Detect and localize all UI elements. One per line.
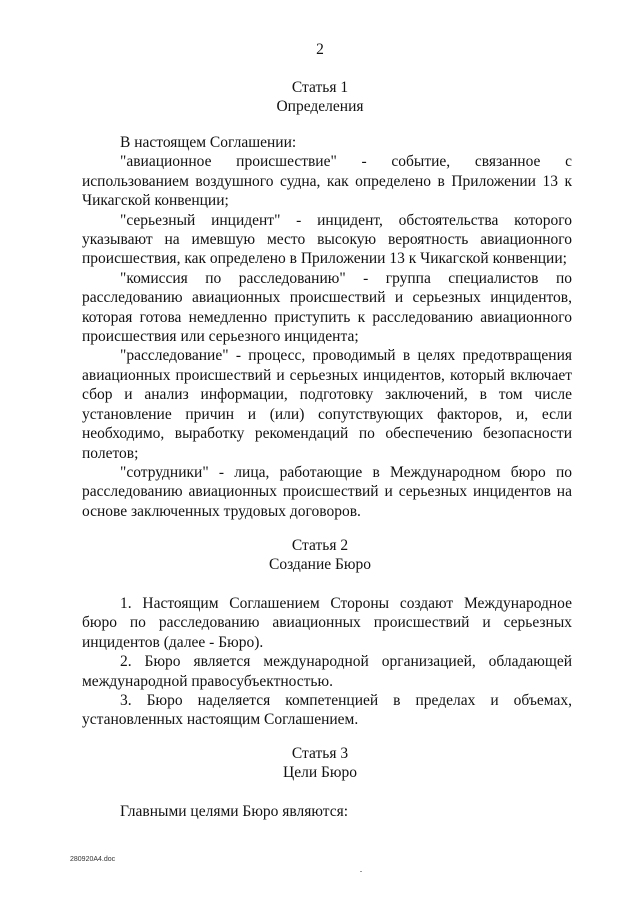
paragraph: 1. Настоящим Соглашением Стороны создают Международное бюро по расследованию авиационных происшествий и серьезных инцидентов (далее - Бюро). [82, 595, 572, 651]
scan-speck [360, 871, 362, 872]
paragraph: "серьезный инцидент" - инцидент, обстоятельства которого указывают на имевшую место высокую вероятность авиационного происшествия, как определено в Приложении 13 к Чикагской конвенции; [82, 211, 572, 268]
article-3-heading: Статья 3 [291, 745, 349, 762]
article-1-heading: Статья 1 [291, 79, 349, 96]
paragraph: "авиационное происшествие" - событие, связанное с использованием воздушного судна, как определено в Приложении 13 к Чикагской конвенции; [82, 153, 572, 210]
article-3-title: Цели Бюро [283, 764, 357, 781]
footer-filename: 280920A4.doc [70, 856, 116, 863]
paragraph: 2. Бюро является международной организацией, обладающей международной правосубъектностью. [82, 653, 572, 690]
paragraph: Главными целями Бюро являются: [120, 803, 349, 820]
page-number: 2 [316, 41, 324, 58]
article-1-title: Определения [276, 98, 364, 115]
article-3-body [82, 802, 572, 821]
paragraph: "комиссия по расследованию" - группа специалистов по расследованию авиационных происшествий и серьезных инцидентов, которая готова немедленно приступить к расследованию авиационного происшествия или серьезного инцидента; [82, 269, 572, 346]
paragraph: "сотрудники" - лица, работающие в Международном бюро по расследованию авиационных происшествий и серьезных инцидентов на основе заключенных трудовых договоров. [82, 463, 572, 520]
article-2-title: Создание Бюро [268, 556, 372, 573]
paragraph: "расследование" - процесс, проводимый в целях предотвращения авиационных происшествий и серьезных инцидентов, который включает сбор и анализ информации, подготовку заключений, в том числе установление причин и (или) сопутствующих факторов, и, если необходимо, выработку рекомендаций по обеспечению безопасности полетов; [82, 347, 572, 462]
paragraph: В настоящем Соглашении: [120, 134, 297, 151]
article-1-body [82, 133, 572, 521]
article-2-body [82, 594, 572, 730]
paragraph: 3. Бюро наделяется компетенцией в пределах и объемах, установленных настоящим Соглашением. [82, 692, 572, 729]
article-2-heading: Статья 2 [291, 537, 349, 554]
